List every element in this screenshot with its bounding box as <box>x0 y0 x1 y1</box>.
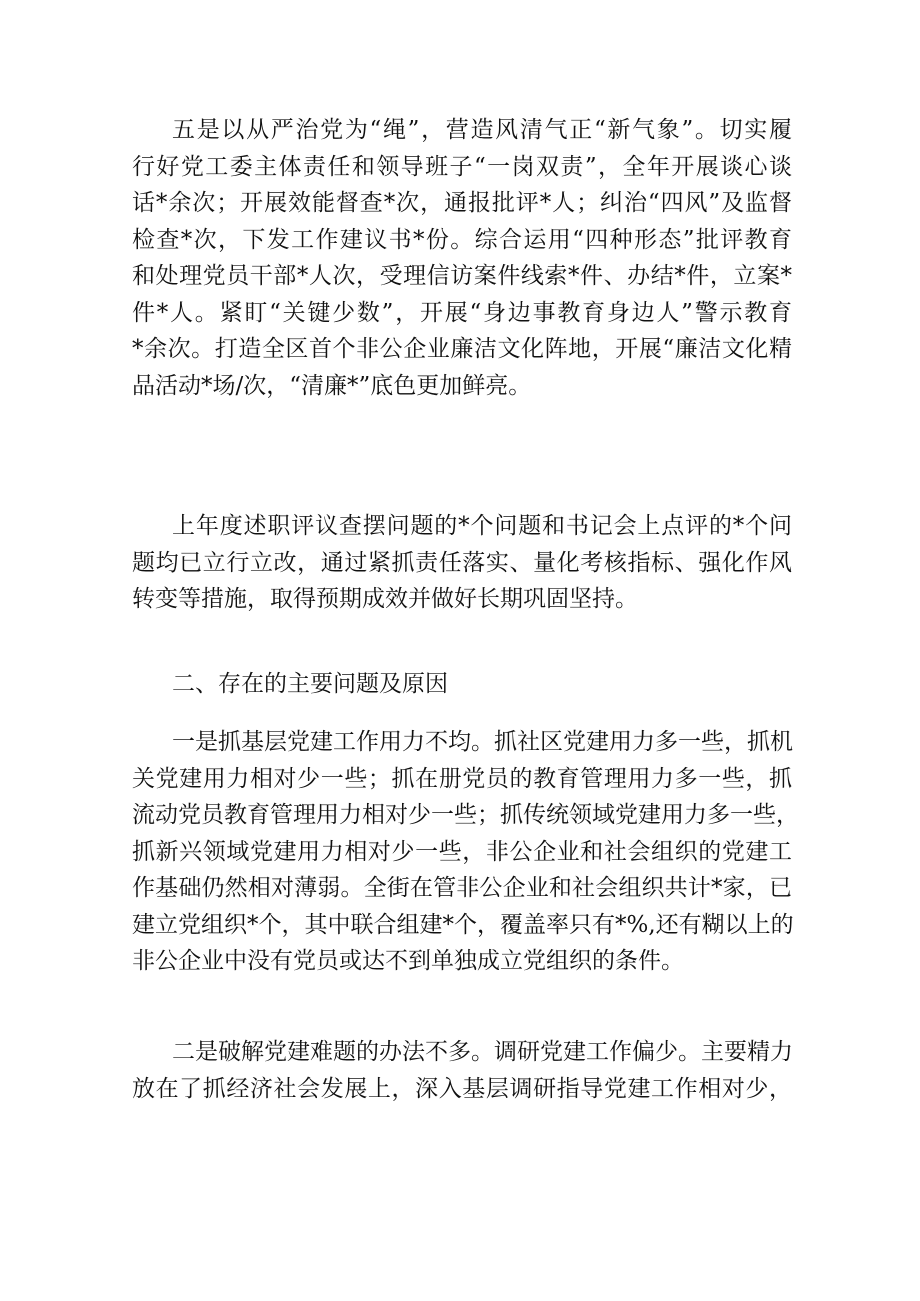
text-line: 五是以从严治党为“绳”，营造风清气正“新气象”。切实履 <box>172 117 792 143</box>
text-line: 行好党工委主体责任和领导班子“一岗双责”，全年开展谈心谈 <box>132 153 792 180</box>
text-line: 建立党组织*个，其中联合组建*个，覆盖率只有*%,还有糊以上的 <box>132 911 794 938</box>
text-line: 一是抓基层党建工作用力不均。抓社区党建用力多一些，抓机 <box>172 729 793 755</box>
text-line: 检查*次，下发工作建议书*份。综合运用“四种形态”批评教育 <box>132 226 792 253</box>
text-line: 二是破解党建难题的办法不多。调研党建工作偏少。主要精力 <box>172 1039 793 1065</box>
text-line: 话*余次；开展效能督查*次，通报批评*人；纠治“四风”及监督 <box>132 190 792 216</box>
text-line: 题均已立行立改，通过紧抓责任落实、量化考核指标、强化作风 <box>132 549 792 576</box>
text-line: 品活动*场/次，“清廉*”底色更加鲜亮。 <box>132 372 532 399</box>
text-line: 作基础仍然相对薄弱。全街在管非公企业和社会组织共计*家，已 <box>132 875 792 901</box>
text-line: 件*人。紧盯“关键少数”，开展“身边事教育身边人”警示教育 <box>132 299 792 326</box>
heading-text: 二、存在的主要问题及原因 <box>172 671 448 697</box>
text-line: 转变等措施，取得预期成效并做好长期巩固坚持。 <box>132 586 638 612</box>
paragraph-problem-two <box>132 1034 792 1107</box>
text-line: 上年度述职评议查摆问题的*个问题和书记会上点评的*个问 <box>172 513 792 539</box>
text-line: 放在了抓经济社会发展上，深入基层调研指导党建工作相对少， <box>132 1075 792 1102</box>
text-line: 非公企业中没有党员或达不到单独成立党组织的条件。 <box>132 948 684 974</box>
section-heading <box>132 666 792 703</box>
text-line: 关党建用力相对少一些；抓在册党员的教育管理用力多一些，抓 <box>132 765 792 792</box>
text-line: 和处理党员干部*人次，受理信访案件线索*件、办结*件，立案* <box>132 263 792 289</box>
text-line: 流动党员教育管理用力相对少一些；抓传统领域党建用力多一些， <box>132 802 799 828</box>
text-line: *余次。打造全区首个非公企业廉洁文化阵地，开展“廉洁文化精 <box>132 336 792 362</box>
paragraph-discipline-summary <box>132 112 792 404</box>
paragraph-rectification <box>132 508 792 618</box>
paragraph-problem-one <box>132 724 799 980</box>
text-line: 抓新兴领域党建用力相对少一些，非公企业和社会组织的党建工 <box>132 838 792 865</box>
